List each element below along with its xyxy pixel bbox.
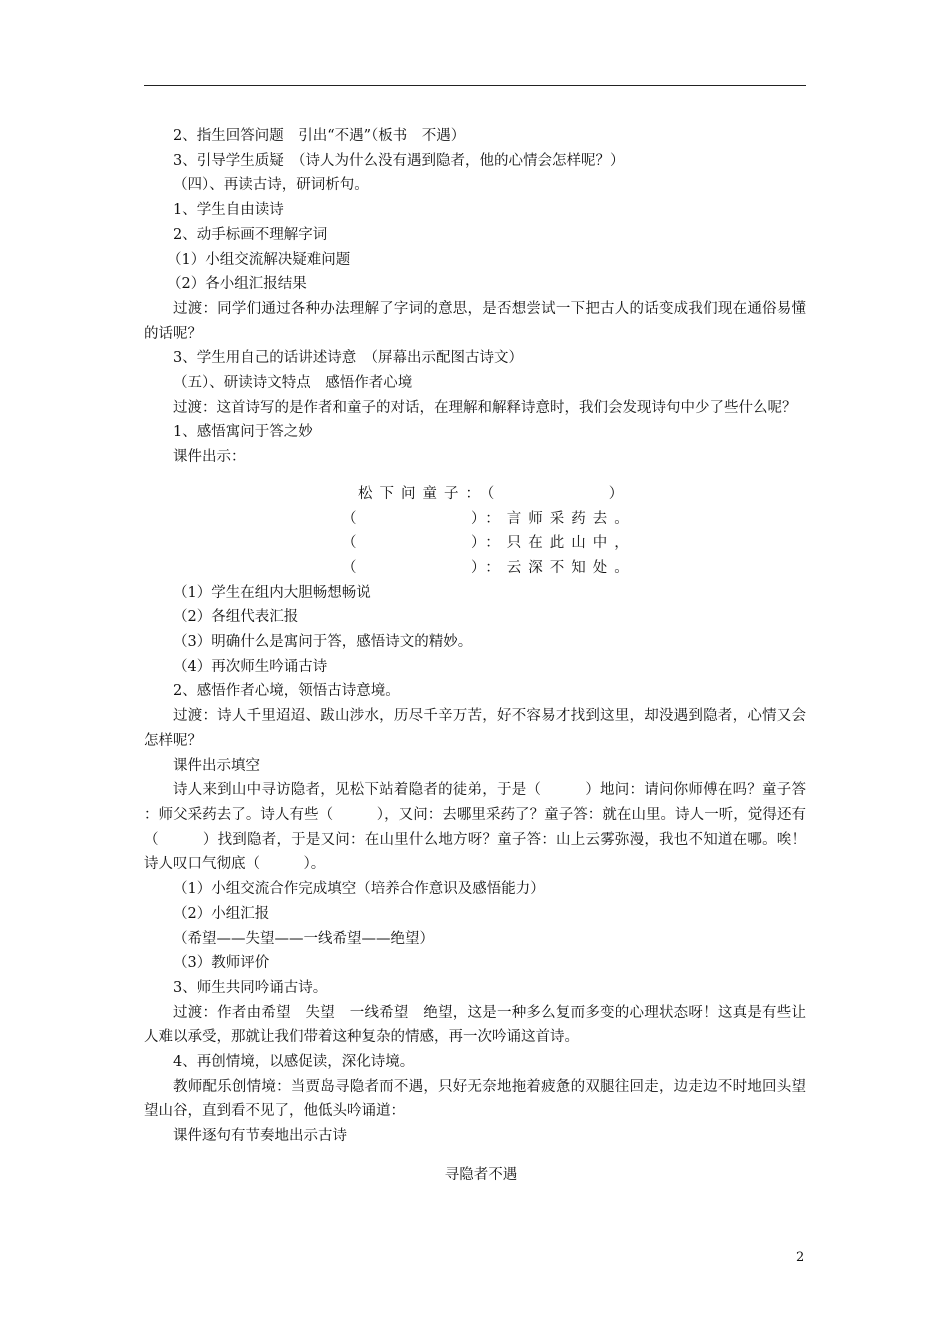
- text-line: （4）再次师生吟诵古诗: [173, 658, 328, 675]
- text-line: 2、指生回答问题 引出“不遇”（板书 不遇）: [173, 128, 466, 144]
- text-line: （3）明确什么是寓问于答，感悟诗文的精妙。: [173, 634, 473, 651]
- transition-paragraph: 过渡：这首诗写的是作者和童子的对话，在理解和解释诗意时，我们会发现诗句中少了些什么呢？: [173, 399, 797, 416]
- text-line: 3、引导学生质疑 （诗人为什么没有遇到隐者，他的心情会怎样呢？）: [173, 152, 625, 169]
- text-paragraph: 教师配乐创情境：当贾岛寻隐者而不遇，只好无奈地拖着疲惫的双腿往回走，边走边不时地回头望望山谷，直到看不见了，他低头吟诵道：: [144, 1078, 806, 1120]
- poem-line: （ ）：只在此山中，: [342, 535, 636, 552]
- poem-line: （ ）：云深不知处。: [342, 559, 636, 576]
- text-line: （2）小组汇报: [173, 905, 270, 922]
- text-line: 2、感悟作者心境，领悟古诗意境。: [173, 683, 400, 700]
- text-line: 课件出示填空: [173, 757, 260, 774]
- transition-paragraph: 过渡：作者由希望 失望 一线希望 绝望，这是一种多么复而多变的心理状态呀！这真是有些让人难以承受，那就让我们带着这种复杂的情感，再一次吟诵这首诗。: [144, 1004, 806, 1046]
- text-line: 2、动手标画不理解字词: [173, 226, 328, 243]
- text-line: （2）各小组汇报结果: [167, 276, 307, 293]
- text-line: 3、学生用自己的话讲述诗意 （屏幕出示配图古诗文）: [173, 350, 523, 367]
- page-body: [144, 124, 811, 1188]
- page-number: 2: [796, 1250, 805, 1265]
- text-line: 1、感悟寓问于答之妙: [173, 424, 313, 441]
- section-heading: （五）、研读诗文特点 感悟作者心境: [173, 375, 413, 392]
- transition-paragraph: 过渡：诗人千里迢迢、跋山涉水，历尽千辛万苦，好不容易才找到这里，却没遇到隐者，心情又会怎样呢？: [144, 708, 806, 749]
- text-line: （2）各组代表汇报: [173, 609, 299, 626]
- poem-line: （ ）：言师采药去。: [342, 510, 636, 527]
- text-line: （3）教师评价: [173, 955, 270, 972]
- text-line: （1）小组交流合作完成填空（培养合作意识及感悟能力）: [173, 881, 545, 898]
- text-line: 课件逐句有节奏地出示古诗: [173, 1128, 347, 1145]
- text-line: 课件出示：: [173, 449, 246, 466]
- poem-title: 寻隐者不遇: [444, 1166, 518, 1183]
- text-line: 4、再创情境，以感促读，深化诗境。: [173, 1054, 415, 1071]
- text-line: （1）学生在组内大胆畅想畅说: [173, 584, 371, 601]
- text-line: （1）小组交流解决疑难问题: [167, 251, 351, 268]
- fill-in-paragraph: 诗人来到山中寻访隐者，见松下站着隐者的徒弟，于是（ ）地问：请问你师傅在吗？童子答 ：师父采药去了。诗人有些（ ），又问：去哪里采药了？童子答：就在山里。诗人一听，觉得还有（ ）找到隐者，于是又问：在山里什么地方呀？童子答：山上云雾弥漫，我也不知道在哪。唉！诗人叹口气彻底（ ）。: [144, 782, 811, 873]
- poem-fill-block: [144, 482, 806, 581]
- header-rule: [144, 85, 806, 86]
- transition-paragraph: 过渡：同学们通过各种办法理解了字词的意思，是否想尝试一下把古人的话变成我们现在通俗易懂的话呢？: [144, 300, 806, 342]
- text-line: （希望——失望——一线希望——绝望）: [173, 930, 434, 947]
- poem-line: 松下问童子：（ ）: [358, 485, 631, 502]
- section-heading: （四）、再读古诗，研词析句。: [173, 177, 369, 194]
- text-line: 1、学生自由读诗: [173, 202, 284, 219]
- text-line: 3、师生共同吟诵古诗。: [173, 979, 328, 996]
